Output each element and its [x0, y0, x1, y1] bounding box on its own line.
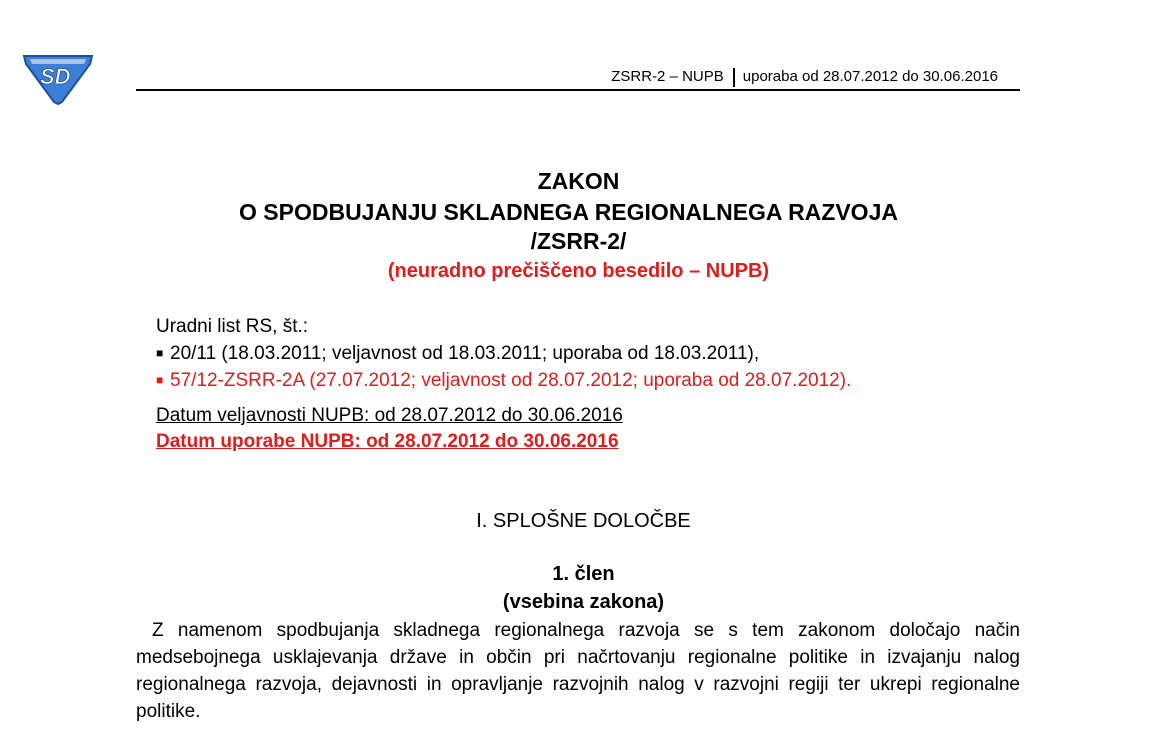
article-paragraph: Z namenom spodbujanja skladnega regionalnega razvoja se s tem zakonom določajo način medsebojnega usklajevanja države in občin pri načrtovanju regionalne politike in izvajanju nalog regionalnega razvoja, dejavnosti in opravljanje razvojnih nalog v razvojni regiji ter ukrepi regionalne politike.	[136, 620, 1020, 722]
header-validity: uporaba od 28.07.2012 do 30.06.2016	[742, 68, 998, 85]
header-law-code: ZSRR-2 – NUPB	[611, 68, 724, 85]
law-title: ZAKON	[537, 168, 620, 194]
header-separator	[733, 68, 735, 87]
nupb-dates	[156, 403, 623, 455]
header-text	[611, 68, 998, 87]
bullet-icon: ■	[156, 346, 164, 360]
sd-shield-logo-icon	[18, 46, 98, 106]
gazette-label: Uradni list RS, št.:	[156, 316, 309, 337]
law-name: O SPODBUJANJU SKLADNEGA REGIONALNEGA RAZVOJA	[239, 199, 898, 225]
law-abbreviation: /ZSRR-2/	[530, 228, 627, 254]
bullet-icon: ■	[156, 373, 164, 387]
gazette-item: ■ 20/11 (18.03.2011; veljavnost od 18.03.2011; uporaba od 18.03.2011),	[156, 340, 851, 367]
consolidated-text-note: (neuradno prečiščeno besedilo – NUPB)	[387, 260, 770, 282]
page-header	[136, 68, 1020, 91]
application-date: Datum uporabe NUPB: od 28.07.2012 do 30.06.2016	[156, 431, 619, 452]
gazette-item: ■ 57/12-ZSRR-2A (27.07.2012; veljavnost od 28.07.2012; uporaba od 28.07.2012).	[156, 367, 851, 394]
official-gazette-list	[156, 314, 851, 394]
svg-text:SD: SD	[40, 64, 71, 89]
article-subtitle: (vsebina zakona)	[502, 591, 665, 613]
article-number: 1. člen	[552, 563, 615, 585]
validity-date: Datum veljavnosti NUPB: od 28.07.2012 do 30.06.2016	[156, 405, 623, 426]
section-heading: I. SPLOŠNE DOLOČBE	[476, 510, 691, 532]
